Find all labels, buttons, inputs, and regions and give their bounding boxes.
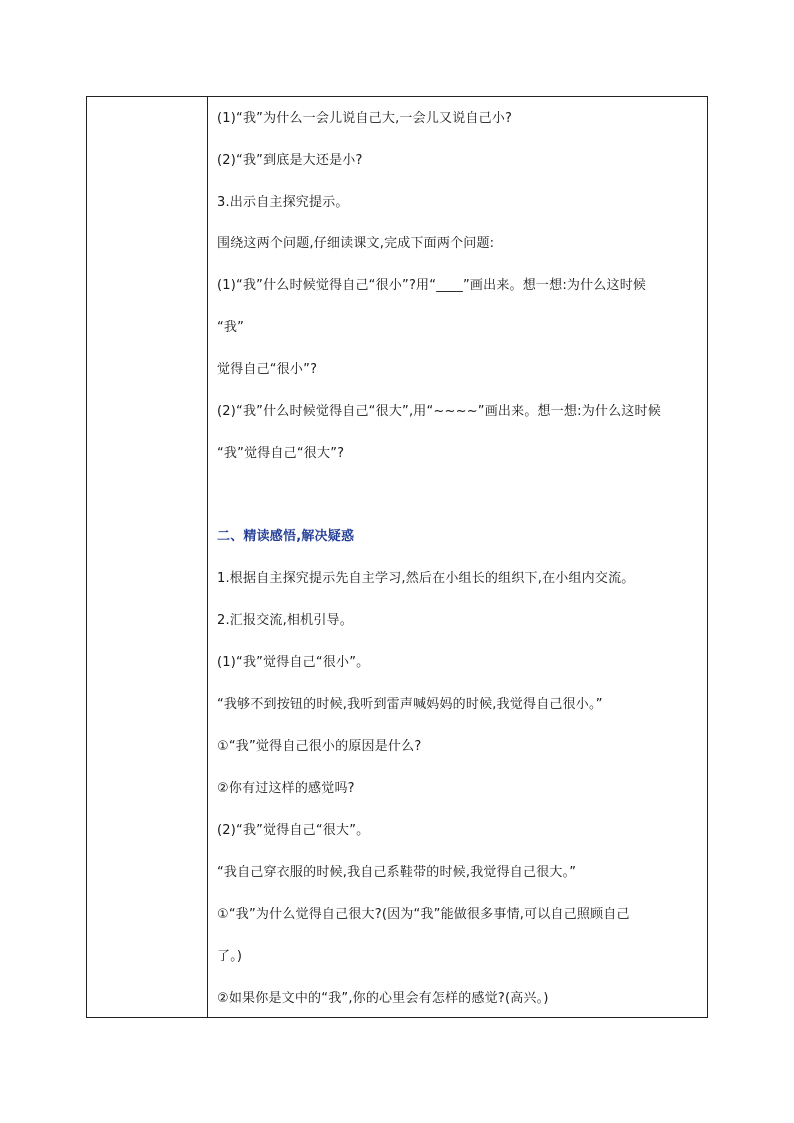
- text-line: ②如果你是文中的“我”,你的心里会有怎样的感觉?(高兴。): [217, 991, 549, 1006]
- text-line: 了。): [217, 949, 243, 964]
- text-line: 觉得自己“很小”?: [217, 362, 318, 377]
- text-line: ②你有过这样的感觉吗?: [217, 781, 355, 796]
- text-line: 3.出示自主探究提示。: [217, 195, 349, 210]
- text-line: “我够不到按钮的时候,我听到雷声喊妈妈的时候,我觉得自己很小。”: [217, 697, 603, 712]
- text-line: 围绕这两个问题,仔细读课文,完成下面两个问题:: [217, 236, 495, 251]
- section-heading: 二、精读感悟,解决疑惑: [217, 529, 355, 544]
- text-line: (1)“我”什么时候觉得自己“很小”?用“____”画出来。想一想:为什么这时候: [217, 278, 647, 293]
- text-line: (2)“我”到底是大还是小?: [217, 153, 363, 168]
- text-line: (2)“我”什么时候觉得自己“很大”,用“~~~~”画出来。想一想:为什么这时候: [217, 404, 661, 419]
- text-line: 2.汇报交流,相机引导。: [217, 613, 353, 628]
- text-line: “我”觉得自己“很大”?: [217, 446, 345, 461]
- text-line: (1)“我”觉得自己“很小”。: [217, 655, 370, 670]
- text-line: (2)“我”觉得自己“很大”。: [217, 823, 370, 838]
- text-line: ①“我”觉得自己很小的原因是什么?: [217, 739, 422, 754]
- text-line: “我”: [217, 320, 245, 335]
- text-line: ①“我”为什么觉得自己很大?(因为“我”能做很多事情,可以自己照顾自己: [217, 907, 630, 922]
- table-left-cell: [87, 97, 208, 1017]
- text-line: (1)“我”为什么一会儿说自己大,一会儿又说自己小?: [217, 111, 513, 126]
- text-line: “我自己穿衣服的时候,我自己系鞋带的时候,我觉得自己很大。”: [217, 865, 577, 880]
- text-line: 1.根据自主探究提示先自主学习,然后在小组长的组织下,在小组内交流。: [217, 571, 635, 586]
- table-right-cell: [208, 97, 707, 1017]
- lesson-table: [86, 96, 708, 1018]
